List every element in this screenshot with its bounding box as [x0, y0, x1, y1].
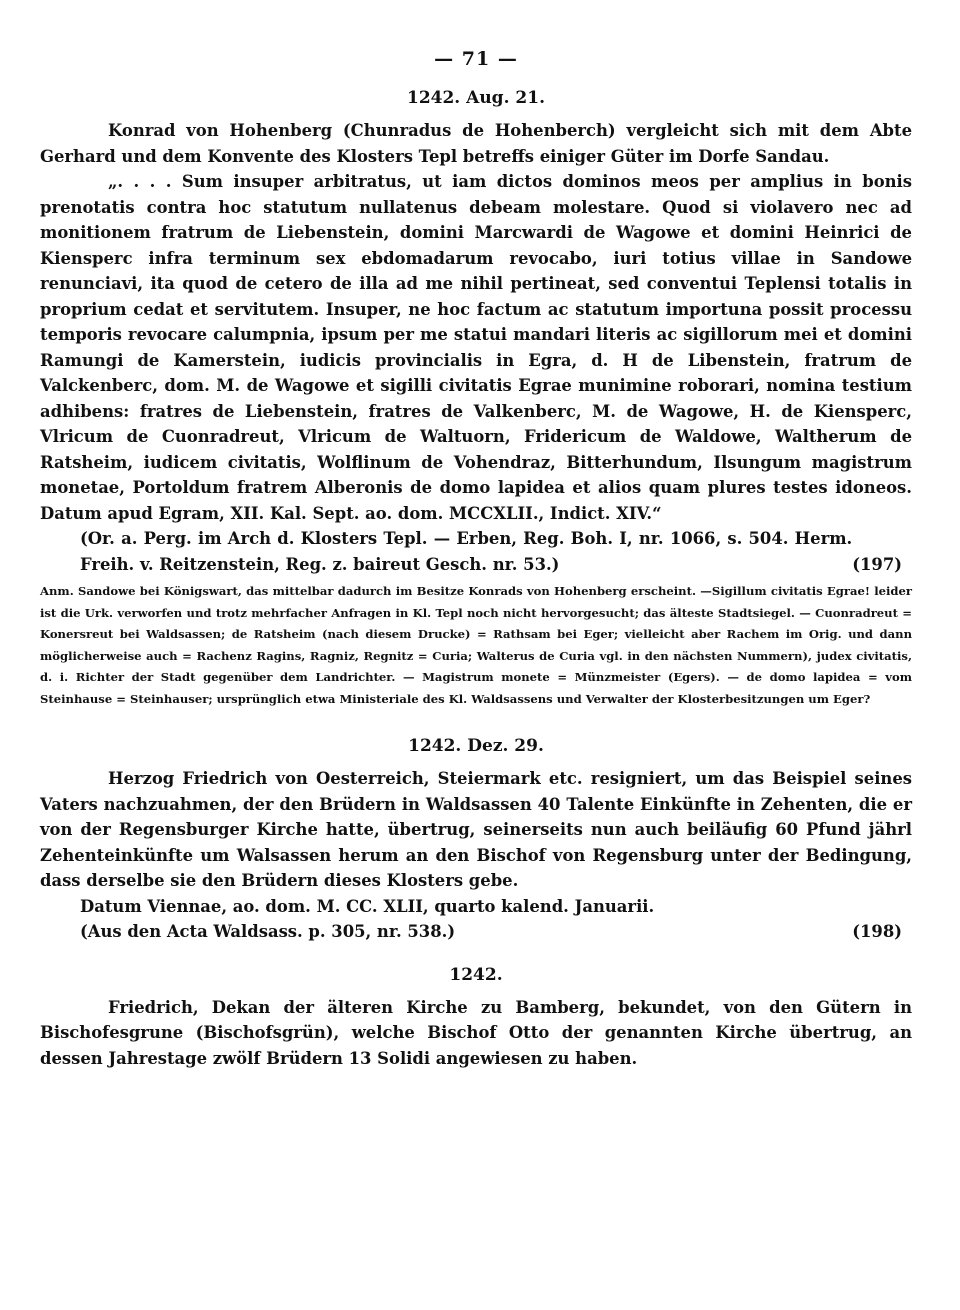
charter-number: (198)	[852, 922, 902, 941]
charter-text: Friedrich, Dekan der älteren Kirche zu Bamberg, bekundet, von den Gütern in Bischofesgrune (Bischofsgrün), welche Bischof Otto der genannten Kirche übertrug, an dessen Jahrestage zwölf Brüdern 13 Solidi angewiesen zu haben.	[40, 997, 912, 1068]
charter-198	[40, 736, 912, 945]
spacer	[40, 710, 912, 736]
charter-annotation: Anm. Sandowe bei Königswart, das mittelbar dadurch im Besitze Konrads von Hohenberg erscheint. —Sigillum civitatis Egrae! leider ist die Urk. verworfen und trotz mehrfacher Anfragen in Kl. Tepl noch nicht hervorgesucht; das älteste Stadtsiegel. — Cuonradreut = Konersreut bei Waldsassen; de Ratsheim (nach diesem Drucke) = Rathsam bei Eger; vielleicht aber Rachem im Orig. und dann möglicherweise auch = Rachenz Ragins, Ragniz, Regnitz = Curia; Walterus de Curia vgl. in den nächsten Nummern), judex civitatis, d. i. Richter der Stadt gegenüber dem Landrichter. — Magistrum monete = Münzmeister (Egers). — de domo lapidea = vom Steinhause = Steinhauser; ursprünglich etwa Ministeriale des Kl. Waldsassens und Verwalter der Klosterbesitzungen um Eger?	[40, 584, 912, 706]
charter-197	[40, 88, 912, 710]
charter-source-line	[40, 919, 912, 945]
charter-source: (Or. a. Perg. im Arch d. Klosters Tepl. — Erben, Reg. Boh. I, nr. 1066, s. 504. Herm. Freih. v. Reitzenstein, Reg. z. baireut Gesch. nr. 53.)	[80, 529, 853, 574]
charter-heading: 1242. Dez. 29.	[408, 736, 544, 756]
charter-summary: Konrad von Hohenberg (Chunradus de Hohenberch) vergleicht sich mit dem Abte Gerhard und dem Konvente des Klosters Tepl betreffs einiger Güter im Dorfe Sandau.	[40, 121, 912, 166]
document-page	[40, 48, 912, 1071]
charter-source-line	[40, 526, 912, 577]
page-number: — 71 —	[434, 48, 518, 70]
charter-text: Herzog Friedrich von Oesterreich, Steiermark etc. resigniert, um das Beispiel seines Vaters nachzuahmen, der den Brüdern in Waldsassen 40 Talente Einkünfte in Zehenten, die er von der Regensburger Kirche hatte, übertrug, seinerseits nun auch beiläufig 60 Pfund jährl Zehenteinkünfte um Walsassen herum an den Bischof von Regensburg unter der Bedingung, dass derselbe sie den Brüdern dieses Klosters gebe.	[40, 769, 912, 890]
spacer	[40, 945, 912, 965]
charter-199	[40, 965, 912, 1072]
charter-number: (197)	[852, 554, 902, 574]
charter-text: „. . . . Sum insuper arbitratus, ut iam dictos dominos meos per amplius in bonis prenotatis contra hoc statutum nullatenus debeam molestare. Quod si violavero nec ad monitionem fratrum de Liebenstein, domini Marcwardi de Wagowe et domini Heinrici de Kiensperc infra terminum sex ebdomadarum revocabo, iuri totius villae in Sandowe renunciavi, ita quod de cetero de illa ad me nihil pertineat, sed conventui Teplensi totalis in proprium cedat et servitutem. Insuper, ne hoc factum ac statutum importuna possit processu temporis revocare calumpnia, ipsum per me statui mandari literis ac sigillorum mei et domini Ramungi de Kamerstein, iudicis provincialis in Egra, d. H de Libenstein, fratrum de Valckenberc, dom. M. de Wagowe et sigilli civitatis Egrae munimine roborari, nomina testium adhibens: fratres de Liebenstein, fratres de Valkenberc, M. de Wagowe, H. de Kiensperc, Vlricum de Cuonradreut, Vlricum de Waltuorn, Fridericum de Waldowe, Waltherum de Ratsheim, iudicem civitatis, Wolflinum de Vohendraz, Bitterhundum, Ilsungum magistrum monetae, Portoldum fratrem Alberonis de domo lapidea et alios quam plures testes idoneos. Datum apud Egram, XII. Kal. Sept. ao. dom. MCCXLII., Indict. XIV.“	[40, 172, 912, 523]
charter-heading: 1242.	[449, 964, 503, 985]
charter-dated: Datum Viennae, ao. dom. M. CC. XLII, quarto kalend. Januarii.	[80, 896, 655, 916]
charter-source: (Aus den Acta Waldsass. p. 305, nr. 538.)	[80, 922, 456, 941]
charter-heading: 1242. Aug. 21.	[406, 88, 545, 108]
